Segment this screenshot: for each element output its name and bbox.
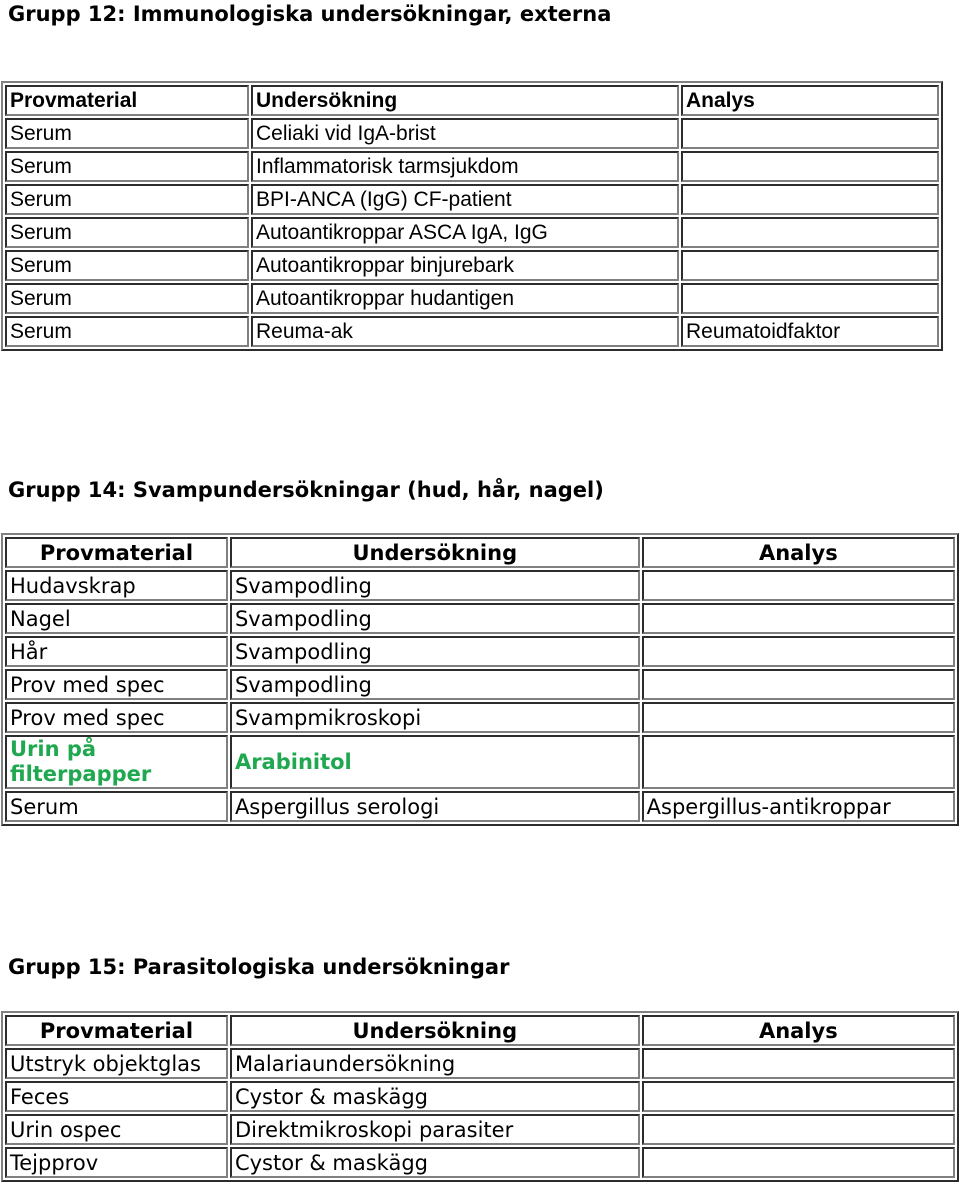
column-header-undersokning: Undersökning bbox=[251, 85, 679, 116]
table-row bbox=[5, 1147, 955, 1178]
cell-undersokning: Arabinitol bbox=[230, 735, 640, 789]
cell-provmaterial: Feces bbox=[5, 1081, 228, 1112]
cell-provmaterial: Serum bbox=[5, 283, 249, 314]
cell-provmaterial: Urin på filterpapper bbox=[5, 735, 228, 789]
cell-provmaterial: Prov med spec bbox=[5, 669, 228, 700]
cell-analys bbox=[642, 1048, 955, 1079]
table-row bbox=[5, 217, 939, 248]
cell-provmaterial: Tejpprov bbox=[5, 1147, 228, 1178]
cell-undersokning: Autoantikroppar binjurebark bbox=[251, 250, 679, 281]
cell-provmaterial: Serum bbox=[5, 184, 249, 215]
table-row bbox=[5, 702, 955, 733]
table-header-row bbox=[5, 1015, 955, 1046]
cell-analys bbox=[681, 217, 939, 248]
group12-title: Grupp 12: Immunologiska undersökningar, externa bbox=[8, 2, 612, 26]
table-row bbox=[5, 1081, 955, 1112]
group12-table bbox=[1, 81, 943, 351]
table-row-highlighted bbox=[5, 735, 955, 789]
cell-undersokning: Inflammatorisk tarmsjukdom bbox=[251, 151, 679, 182]
cell-analys bbox=[642, 702, 955, 733]
cell-provmaterial: Prov med spec bbox=[5, 702, 228, 733]
cell-undersokning: Svampmikroskopi bbox=[230, 702, 640, 733]
cell-provmaterial: Serum bbox=[5, 217, 249, 248]
cell-undersokning: Direktmikroskopi parasiter bbox=[230, 1114, 640, 1145]
column-header-analys: Analys bbox=[642, 537, 955, 568]
cell-analys bbox=[642, 636, 955, 667]
cell-analys bbox=[642, 735, 955, 789]
column-header-undersokning: Undersökning bbox=[230, 1015, 640, 1046]
cell-undersokning: Svampodling bbox=[230, 603, 640, 634]
cell-undersokning: Aspergillus serologi bbox=[230, 791, 640, 822]
table-row bbox=[5, 151, 939, 182]
table-row bbox=[5, 669, 955, 700]
column-header-analys: Analys bbox=[681, 85, 939, 116]
cell-analys bbox=[681, 184, 939, 215]
cell-analys bbox=[681, 283, 939, 314]
cell-analys bbox=[681, 118, 939, 149]
cell-provmaterial: Serum bbox=[5, 316, 249, 347]
table-row bbox=[5, 250, 939, 281]
cell-analys bbox=[642, 1147, 955, 1178]
cell-analys bbox=[642, 570, 955, 601]
group15-table bbox=[1, 1011, 959, 1182]
cell-provmaterial: Nagel bbox=[5, 603, 228, 634]
cell-analys bbox=[642, 1081, 955, 1112]
table-row bbox=[5, 570, 955, 601]
table-row bbox=[5, 791, 955, 822]
table-header-row bbox=[5, 85, 939, 116]
cell-analys bbox=[642, 603, 955, 634]
table-row bbox=[5, 283, 939, 314]
cell-provmaterial: Hår bbox=[5, 636, 228, 667]
column-header-provmaterial: Provmaterial bbox=[5, 537, 228, 568]
column-header-analys: Analys bbox=[642, 1015, 955, 1046]
cell-undersokning: Malariaundersökning bbox=[230, 1048, 640, 1079]
cell-analys: Aspergillus-antikroppar bbox=[642, 791, 955, 822]
cell-undersokning: Autoantikroppar hudantigen bbox=[251, 283, 679, 314]
cell-undersokning: Svampodling bbox=[230, 669, 640, 700]
column-header-undersokning: Undersökning bbox=[230, 537, 640, 568]
table-row bbox=[5, 316, 939, 347]
group15-title: Grupp 15: Parasitologiska undersökningar bbox=[8, 955, 510, 979]
table-row bbox=[5, 603, 955, 634]
cell-provmaterial: Hudavskrap bbox=[5, 570, 228, 601]
cell-provmaterial: Urin ospec bbox=[5, 1114, 228, 1145]
table-row bbox=[5, 1048, 955, 1079]
table-row bbox=[5, 118, 939, 149]
cell-undersokning: Svampodling bbox=[230, 570, 640, 601]
cell-undersokning: Reuma-ak bbox=[251, 316, 679, 347]
cell-analys bbox=[642, 669, 955, 700]
table-header-row bbox=[5, 537, 955, 568]
table-row bbox=[5, 636, 955, 667]
cell-provmaterial: Serum bbox=[5, 118, 249, 149]
cell-undersokning: Svampodling bbox=[230, 636, 640, 667]
cell-provmaterial: Serum bbox=[5, 250, 249, 281]
cell-analys bbox=[681, 151, 939, 182]
group14-table bbox=[1, 533, 959, 826]
cell-analys bbox=[642, 1114, 955, 1145]
cell-undersokning: BPI-ANCA (IgG) CF-patient bbox=[251, 184, 679, 215]
cell-analys bbox=[681, 250, 939, 281]
cell-provmaterial: Serum bbox=[5, 151, 249, 182]
cell-undersokning: Autoantikroppar ASCA IgA, IgG bbox=[251, 217, 679, 248]
cell-undersokning: Celiaki vid IgA-brist bbox=[251, 118, 679, 149]
cell-provmaterial: Serum bbox=[5, 791, 228, 822]
column-header-provmaterial: Provmaterial bbox=[5, 1015, 228, 1046]
cell-undersokning: Cystor & maskägg bbox=[230, 1147, 640, 1178]
cell-undersokning: Cystor & maskägg bbox=[230, 1081, 640, 1112]
table-row bbox=[5, 184, 939, 215]
cell-analys: Reumatoidfaktor bbox=[681, 316, 939, 347]
cell-provmaterial: Utstryk objektglas bbox=[5, 1048, 228, 1079]
table-row bbox=[5, 1114, 955, 1145]
column-header-provmaterial: Provmaterial bbox=[5, 85, 249, 116]
group14-title: Grupp 14: Svampundersökningar (hud, hår, nagel) bbox=[8, 478, 604, 502]
